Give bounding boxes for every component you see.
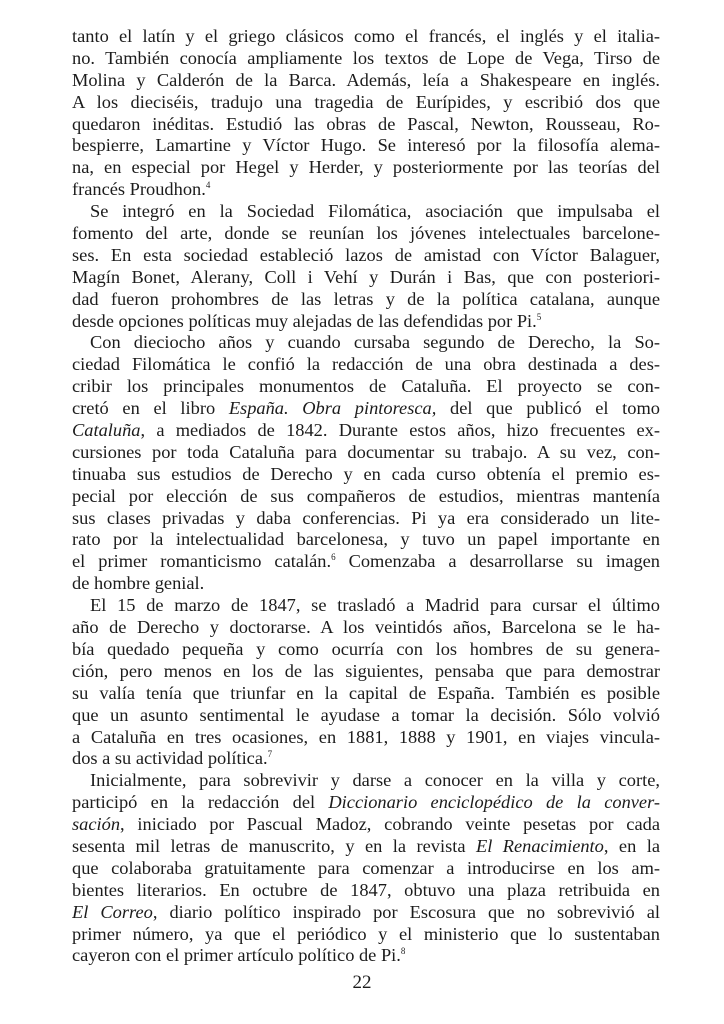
text-line [72, 683, 660, 705]
text-line [72, 924, 660, 946]
text-segment: ciedad Filomática le confió la redacción de una obra destinada a des- [72, 354, 660, 375]
page-body [72, 26, 660, 967]
italic-title: Diccionario enciclopédico de la conver- [328, 792, 660, 813]
text-segment: de hombre genial. [72, 573, 205, 594]
text-line [72, 332, 660, 354]
text-segment: bientes literarios. En octubre de 1847, obtuvo una plaza retribuida en [72, 879, 660, 900]
text-segment: Se integró en la Sociedad Filomática, asociación que impulsaba el [90, 201, 660, 222]
text-segment: tanto el latín y el griego clásicos como el francés, el inglés y el italia- [72, 26, 660, 46]
text-line [72, 792, 660, 814]
text-line [72, 880, 660, 902]
text-segment: cribir los principales monumentos de Cataluña. El proyecto se con- [72, 376, 660, 397]
text-segment: Molina y Calderón de la Barca. Además, leía a Shakespeare en inglés. [72, 69, 660, 90]
text-line [72, 573, 660, 595]
text-segment: bía quedado pequeña y como ocurría con los hombres de su genera- [72, 638, 660, 659]
text-segment: sus clases privadas y daba conferencias. Pi ya era considerado un lite- [72, 507, 660, 528]
text-line [72, 486, 660, 508]
text-line [72, 70, 660, 92]
text-line [72, 179, 660, 201]
text-segment: Magín Bonet, Alerany, Coll i Vehí y Durán i Bas, que con posteriori- [72, 266, 660, 287]
text-line [72, 639, 660, 661]
text-segment: Comenzaba a desarrollarse su imagen [335, 551, 660, 572]
text-line [72, 376, 660, 398]
text-segment: ses. En esta sociedad estableció lazos de amistad con Víctor Balaguer, [72, 244, 660, 265]
text-segment: quedaron inéditas. Estudió las obras de Pascal, Newton, Rousseau, Ro- [72, 113, 660, 134]
text-segment: cursiones por toda Cataluña para documentar su trabajo. A su vez, con- [72, 441, 660, 462]
text-segment: cayeron con el primer artículo político de Pi. [72, 945, 401, 966]
italic-title: España. Obra pintoresca, [228, 398, 437, 419]
page-number: 22 [352, 972, 372, 993]
italic-title: sación [72, 814, 121, 835]
text-line [72, 770, 660, 792]
paragraph [72, 770, 660, 967]
text-segment: dad fueron prohombres de las letras y de la política catalana, aunque [72, 288, 660, 309]
text-segment: su valía tenía que triunfar en la capital de España. También es posible [72, 682, 660, 703]
text-segment: primer número, ya que el periódico y el ministerio que lo sustentaban [72, 923, 660, 944]
text-segment: , diario político inspirado por Escosura que no sobrevivió al [152, 901, 660, 922]
text-segment: el primer romanticismo catalán. [72, 551, 332, 572]
text-segment: Con dieciocho años y cuando cursaba segundo de Derecho, la So- [90, 332, 660, 353]
text-line [72, 442, 660, 464]
text-segment: a Cataluña en tres ocasiones, en 1881, 1888 y 1901, en viajes vincula- [72, 726, 660, 747]
footnote-ref: 8 [400, 946, 406, 957]
text-segment: , en la [603, 835, 660, 856]
text-segment: ción, pero menos en los de las siguientes, pensaba que para demostrar [72, 660, 660, 681]
text-line [72, 201, 660, 223]
text-line [72, 945, 660, 967]
text-segment: A los dieciséis, tradujo una tragedia de Eurípides, y escribió dos que [72, 91, 660, 112]
text-segment: El 15 de marzo de 1847, se trasladó a Madrid para cursar el último [90, 595, 660, 616]
text-segment: pecial por elección de sus compañeros de estudios, mientras mantenía [72, 485, 660, 506]
text-line [72, 157, 660, 179]
text-line [72, 595, 660, 617]
text-line [72, 223, 660, 245]
text-segment: rato por la intelectualidad barcelonesa, y tuvo un papel importante en [72, 529, 660, 550]
paragraph [72, 26, 660, 201]
text-segment: fomento del arte, donde se reunían los jóvenes intelectuales barcelone- [72, 223, 660, 244]
text-line [72, 748, 660, 770]
text-segment: sesenta mil letras de manuscrito, y en la revista [72, 835, 476, 856]
italic-title: El Correo [72, 901, 153, 922]
text-line [72, 114, 660, 136]
text-segment: dos a su actividad política. [72, 748, 268, 769]
text-line [72, 420, 660, 442]
italic-title: Cataluña [72, 420, 141, 441]
text-segment: que un asunto sentimental le ayudase a tomar la decisión. Sólo volvió [72, 704, 660, 725]
paragraph [72, 595, 660, 770]
paragraph [72, 201, 660, 332]
text-line [72, 508, 660, 530]
footnote-ref: 6 [331, 552, 336, 563]
text-line [72, 245, 660, 267]
text-line [72, 311, 660, 333]
text-segment: bespierre, Lamartine y Víctor Hugo. Se interesó por la filosofía alema- [72, 135, 660, 156]
text-line [72, 551, 660, 573]
text-line [72, 464, 660, 486]
text-segment: no. También conocía ampliamente los textos de Lope de Vega, Tirso de [72, 47, 660, 68]
text-line [72, 354, 660, 376]
italic-title: El Renacimiento [475, 835, 604, 856]
text-line [72, 617, 660, 639]
text-line [72, 705, 660, 727]
text-segment: , iniciado por Pascual Madoz, cobrando veinte pesetas por cada [120, 814, 660, 835]
text-segment: francés Proudhon. [72, 179, 206, 200]
text-segment: año de Derecho y doctorarse. A los veintidós años, Barcelona se le ha- [72, 617, 660, 638]
footnote-ref: 7 [267, 749, 273, 760]
text-segment: desde opciones políticas muy alejadas de las defendidas por Pi. [72, 310, 537, 331]
paragraph [72, 332, 660, 595]
text-line [72, 727, 660, 749]
text-line [72, 267, 660, 289]
text-segment: cretó en el libro [72, 398, 229, 419]
text-segment: del que publicó el tomo [436, 398, 660, 419]
text-segment: Inicialmente, para sobrevivir y darse a conocer en la villa y corte, [90, 770, 660, 791]
text-segment: , a mediados de 1842. Durante estos años, hizo frecuentes ex- [140, 420, 660, 441]
footnote-ref: 5 [536, 311, 542, 322]
text-line [72, 814, 660, 836]
text-segment: na, en especial por Hegel y Herder, y posteriormente por las teorías del [72, 157, 660, 178]
text-segment: que colaboraba gratuitamente para comenzar a introducirse en los am- [72, 857, 660, 878]
text-line [72, 135, 660, 157]
footnote-ref: 4 [205, 180, 211, 191]
text-line [72, 661, 660, 683]
text-line [72, 289, 660, 311]
text-line [72, 398, 660, 420]
text-line [72, 902, 660, 924]
text-line [72, 858, 660, 880]
text-line [72, 92, 660, 114]
text-segment: tinuaba sus estudios de Derecho y en cada curso obtenía el premio es- [72, 463, 660, 484]
text-line [72, 529, 660, 551]
text-segment: participó en la redacción del [72, 792, 329, 813]
text-line [72, 836, 660, 858]
text-line [72, 48, 660, 70]
text-line [72, 26, 660, 48]
